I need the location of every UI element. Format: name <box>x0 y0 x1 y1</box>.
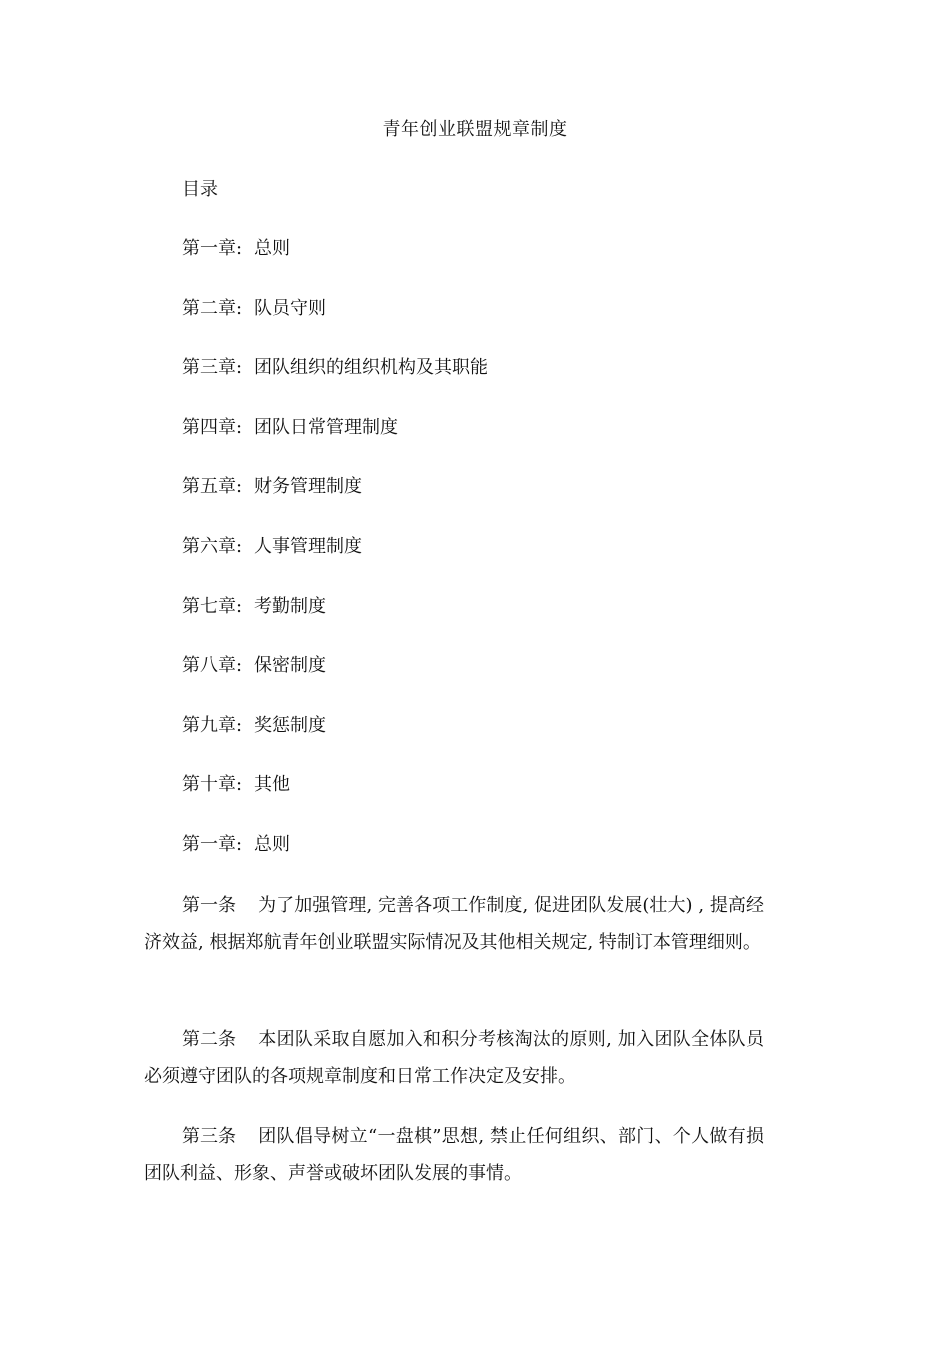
toc-item-number: 第二章: <box>182 297 243 319</box>
toc-item <box>182 416 488 476</box>
toc-item-text: 人事管理制度 <box>254 535 362 557</box>
toc-item-text: 团队日常管理制度 <box>254 416 398 438</box>
table-of-contents <box>182 237 488 833</box>
toc-item-text: 总则 <box>254 238 290 259</box>
article-text: 为了加强管理, 完善各项工作制度, 促进团队发展(壮大) , 提高经济效益, 根据郑航青年创业联盟实际情况及其他相关规定, 特制订本管理细则。 <box>144 895 764 953</box>
toc-item <box>182 773 488 833</box>
toc-item-number: 第六章: <box>182 535 243 557</box>
toc-item-text: 财务管理制度 <box>254 476 362 498</box>
chapter-number: 第一章: <box>182 834 243 855</box>
toc-item-text: 队员守则 <box>254 297 326 319</box>
article-number: 第一条 <box>182 895 236 916</box>
toc-item <box>182 297 488 357</box>
toc-heading: 目录 <box>182 179 218 200</box>
toc-item-text: 考勤制度 <box>254 595 326 617</box>
toc-item-number: 第三章: <box>182 357 243 379</box>
toc-item <box>182 654 488 714</box>
toc-item <box>182 475 488 535</box>
toc-item <box>182 237 488 297</box>
chapter-heading <box>182 833 290 857</box>
toc-item-number: 第五章: <box>182 476 243 498</box>
toc-item-number: 第九章: <box>182 714 243 736</box>
document-title: 青年创业联盟规章制度 <box>382 119 568 140</box>
toc-item <box>182 714 488 774</box>
toc-item-number: 第十章: <box>182 774 243 796</box>
toc-item-text: 奖惩制度 <box>254 714 326 736</box>
chapter-title: 总则 <box>254 834 290 855</box>
toc-item-text: 其他 <box>254 774 290 796</box>
article-paragraph <box>144 1118 764 1192</box>
article-paragraph <box>144 1021 764 1095</box>
toc-item-number: 第一章: <box>182 238 243 259</box>
toc-item-number: 第四章: <box>182 416 243 438</box>
toc-item <box>182 595 488 655</box>
article-paragraph <box>144 887 764 961</box>
toc-item <box>182 356 488 416</box>
article-number: 第二条 <box>182 1029 236 1050</box>
article-text: 本团队采取自愿加入和积分考核淘汰的原则, 加入团队全体队员必须遵守团队的各项规章制度和日常工作决定及安排。 <box>144 1029 764 1087</box>
toc-item-text: 保密制度 <box>254 655 326 677</box>
toc-item <box>182 535 488 595</box>
article-text: 团队倡导树立“一盘棋”思想, 禁止任何组织、部门、个人做有损团队利益、形象、声誉或破坏团队发展的事情。 <box>144 1126 764 1184</box>
toc-item-text: 团队组织的组织机构及其职能 <box>254 357 488 379</box>
article-number: 第三条 <box>182 1126 236 1147</box>
toc-item-number: 第八章: <box>182 655 243 677</box>
toc-item-number: 第七章: <box>182 595 243 617</box>
